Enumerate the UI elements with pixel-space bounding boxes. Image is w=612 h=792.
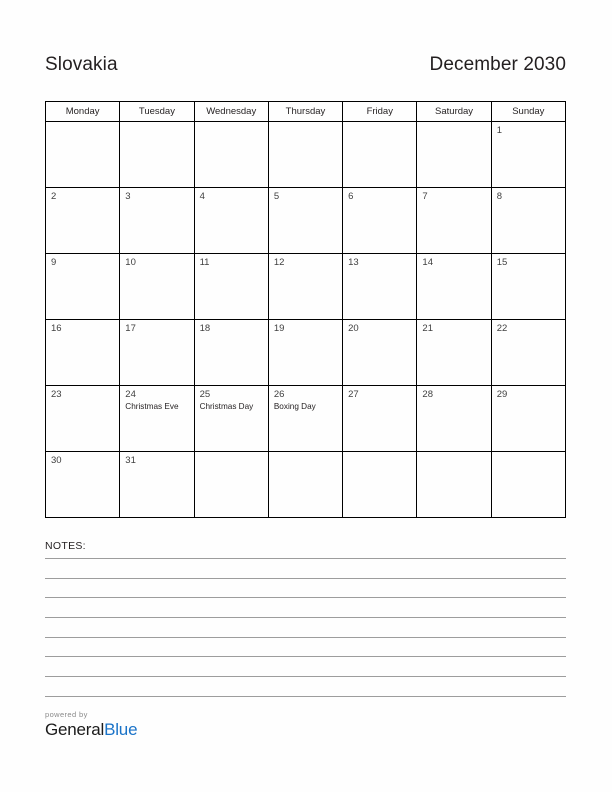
day-cell-28[interactable] (417, 386, 491, 452)
holiday-label: Christmas Day (199, 402, 254, 411)
day-cell-empty (492, 452, 566, 518)
day-number: 27 (348, 389, 359, 400)
day-number: 12 (273, 257, 285, 268)
day-number: 14 (422, 257, 433, 268)
day-cell-25[interactable] (195, 386, 269, 452)
day-number: 15 (496, 257, 508, 268)
day-number: 16 (51, 323, 62, 334)
page-header (45, 48, 566, 82)
day-cell-12[interactable] (269, 254, 343, 320)
day-cell-empty (269, 452, 343, 518)
day-number: 8 (496, 191, 502, 202)
day-cell-empty (195, 452, 269, 518)
day-cell-21[interactable] (417, 320, 491, 386)
day-cell-20[interactable] (343, 320, 417, 386)
day-cell-empty (343, 452, 417, 518)
day-number: 25 (199, 389, 211, 400)
calendar-week-row (46, 188, 566, 254)
day-cell-empty (46, 122, 120, 188)
day-number: 24 (125, 389, 136, 400)
day-cell-8[interactable] (492, 188, 566, 254)
day-number: 21 (422, 323, 433, 334)
notes-line[interactable] (45, 676, 566, 677)
day-cell-30[interactable] (46, 452, 120, 518)
day-cell-3[interactable] (120, 188, 194, 254)
day-number: 11 (199, 257, 210, 268)
day-cell-6[interactable] (343, 188, 417, 254)
notes-section (45, 540, 566, 697)
weekday-header-thursday: Thursday (269, 102, 343, 122)
notes-line[interactable] (45, 617, 566, 618)
brand-name-blue: Blue (104, 720, 138, 739)
day-number: 31 (125, 455, 136, 466)
brand-name-general: General (45, 720, 105, 739)
day-cell-17[interactable] (120, 320, 194, 386)
calendar-grid (45, 101, 566, 518)
day-number: 22 (496, 323, 508, 334)
day-cell-23[interactable] (46, 386, 120, 452)
day-cell-11[interactable] (195, 254, 269, 320)
day-cell-7[interactable] (417, 188, 491, 254)
calendar-week-row (46, 320, 566, 386)
notes-line[interactable] (45, 637, 566, 638)
powered-by-label: powered by (45, 710, 88, 719)
day-cell-22[interactable] (492, 320, 566, 386)
day-cell-9[interactable] (46, 254, 120, 320)
holiday-label: Christmas Eve (125, 402, 179, 411)
notes-line[interactable] (45, 597, 566, 598)
day-cell-empty (417, 452, 491, 518)
day-cell-19[interactable] (269, 320, 343, 386)
country-title: Slovakia (45, 54, 118, 75)
day-cell-18[interactable] (195, 320, 269, 386)
day-number: 30 (51, 455, 62, 466)
day-number: 19 (273, 323, 285, 334)
day-number: 10 (125, 257, 136, 268)
day-number: 26 (273, 389, 285, 400)
day-number: 3 (125, 191, 131, 202)
calendar-week-row (46, 452, 566, 518)
day-cell-empty (269, 122, 343, 188)
day-cell-empty (195, 122, 269, 188)
day-cell-4[interactable] (195, 188, 269, 254)
day-cell-27[interactable] (343, 386, 417, 452)
weekday-header-saturday: Saturday (417, 102, 491, 122)
calendar-week-row (46, 122, 566, 188)
weekday-header-row (46, 102, 566, 122)
day-cell-empty (417, 122, 491, 188)
day-number: 23 (51, 389, 62, 400)
day-number: 20 (348, 323, 359, 334)
day-number: 18 (199, 323, 211, 334)
day-number: 7 (422, 191, 428, 202)
weekday-header-monday: Monday (46, 102, 120, 122)
day-number: 29 (496, 389, 508, 400)
footer-branding (45, 710, 285, 740)
day-number: 6 (348, 191, 354, 202)
notes-line[interactable] (45, 656, 566, 657)
day-cell-16[interactable] (46, 320, 120, 386)
day-number: 17 (125, 323, 136, 334)
weekday-header-friday: Friday (343, 102, 417, 122)
day-cell-29[interactable] (492, 386, 566, 452)
calendar-week-row (46, 254, 566, 320)
day-cell-24[interactable] (120, 386, 194, 452)
day-cell-empty (120, 122, 194, 188)
weekday-header-wednesday: Wednesday (195, 102, 269, 122)
day-number: 9 (51, 257, 57, 268)
calendar-week-row (46, 386, 566, 452)
weekday-header-tuesday: Tuesday (120, 102, 194, 122)
notes-lines (45, 558, 566, 697)
notes-label: NOTES: (45, 540, 86, 552)
day-cell-13[interactable] (343, 254, 417, 320)
day-number: 13 (348, 257, 359, 268)
day-number: 2 (51, 191, 57, 202)
day-number: 4 (199, 191, 205, 202)
day-cell-5[interactable] (269, 188, 343, 254)
day-number: 28 (422, 389, 433, 400)
generalblue-logo (45, 720, 285, 740)
day-cell-14[interactable] (417, 254, 491, 320)
notes-line[interactable] (45, 558, 566, 559)
day-cell-31[interactable] (120, 452, 194, 518)
notes-line[interactable] (45, 696, 566, 697)
notes-line[interactable] (45, 578, 566, 579)
day-cell-2[interactable] (46, 188, 120, 254)
day-cell-1[interactable] (492, 122, 566, 188)
holiday-label: Boxing Day (273, 402, 316, 411)
calendar-weeks (46, 122, 566, 518)
weekday-header-sunday: Sunday (492, 102, 566, 122)
day-number: 1 (496, 125, 502, 136)
day-cell-empty (343, 122, 417, 188)
day-cell-15[interactable] (492, 254, 566, 320)
month-year-title: December 2030 (429, 54, 566, 75)
day-cell-10[interactable] (120, 254, 194, 320)
day-number: 5 (273, 191, 280, 202)
day-cell-26[interactable] (269, 386, 343, 452)
